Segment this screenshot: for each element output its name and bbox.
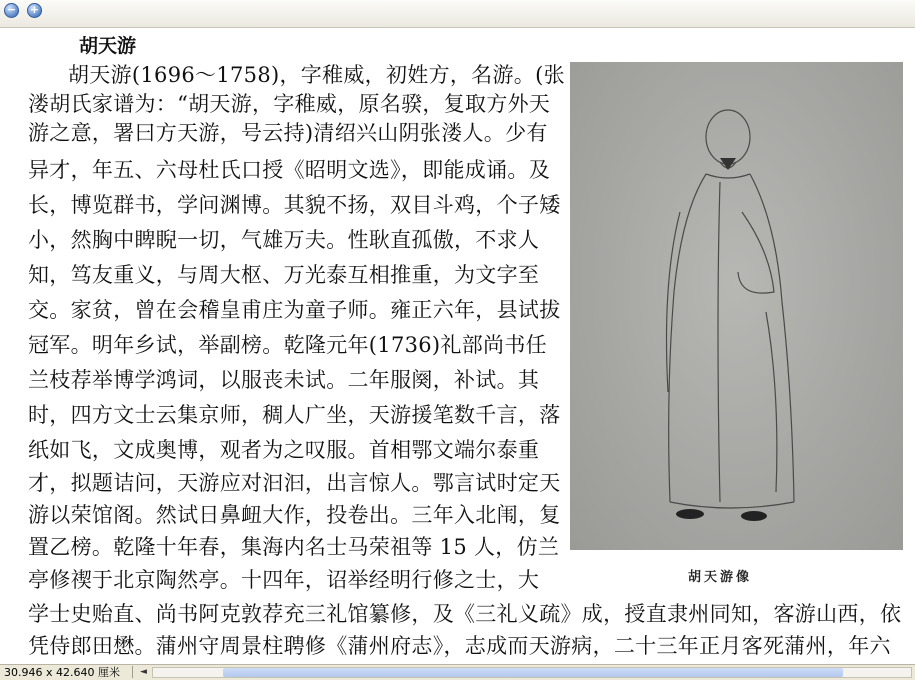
- plus-circle-icon: +: [29, 3, 40, 16]
- page-title: 胡天游: [79, 35, 137, 57]
- scroll-left-arrow-icon[interactable]: ◄: [140, 667, 147, 677]
- text-line: 知，笃友重义，与周大枢、万光泰互相推重，为文字至: [28, 263, 540, 287]
- text-line: 学士史贻直、尚书阿克敦荐充三礼馆纂修，及《三礼义疏》成，授直隶州同知，客游山西，依: [28, 602, 902, 626]
- minus-circle-icon: −: [6, 3, 17, 16]
- portrait-image: [570, 62, 903, 550]
- text-line: 异才，年五、六母杜氏口授《昭明文选》，即能成诵。及: [28, 158, 550, 182]
- status-bar: [0, 664, 915, 680]
- text-line: 凭侍郎田懋。蒲州守周景柱聘修《蒲州府志》，志成而天游病，二十三年正月客死蒲州，年六: [28, 634, 891, 658]
- text-line: 才，拟题诘问，天游应对汩汩，出言惊人。鄂言试时定天: [28, 471, 561, 495]
- scrollbar-thumb[interactable]: [223, 668, 843, 677]
- text-line: 亭修禊于北京陶然亭。十四年，诏举经明行修之士，大: [28, 568, 540, 592]
- text-line: 游之意，署曰方天游，号云持)清绍兴山阴张溇人。少有: [28, 121, 548, 145]
- portrait-figure-icon: [570, 62, 903, 550]
- zoom-out-button[interactable]: [4, 3, 19, 18]
- text-line: 交。家贫，曾在会稽皇甫庄为童子师。雍正六年，县试拔: [28, 298, 561, 322]
- text-line: 置乙榜。乾隆十年春，集海内名士马荣祖等 15 人，仿兰: [28, 535, 560, 559]
- text-line: 兰枝荐举博学鸿词，以服丧未试。二年服阕，补试。其: [28, 368, 540, 392]
- text-line: 溇胡氏家谱为：“胡天游，字稚威，原名骙，复取方外天: [28, 92, 551, 116]
- text-line: 时，四方文士云集京师，稠人广坐，天游援笔数千言，落: [28, 403, 561, 427]
- text-line: 胡天游(1696～1758)，字稚威，初姓方，名游。(张: [68, 63, 565, 87]
- text-line: 冠军。明年乡试，举副榜。乾隆元年(1736)礼部尚书任: [28, 333, 547, 357]
- text-line: 小，然胸中睥睨一切，气雄万夫。性耿直孤傲，不求人: [28, 228, 540, 252]
- status-divider: [132, 666, 133, 678]
- text-line: 游以荣馆阁。然试日鼻衄大作，投卷出。三年入北闱，复: [28, 503, 561, 527]
- portrait-caption: 胡天游像: [688, 570, 753, 585]
- zoom-in-button[interactable]: [27, 3, 42, 18]
- text-line: 长，博览群书，学问渊博。其貌不扬，双目斗鸡，个子矮: [28, 193, 561, 217]
- horizontal-scrollbar[interactable]: [152, 667, 912, 678]
- toolbar: [0, 0, 915, 28]
- page-size-readout: 30.946 x 42.640 厘米: [4, 666, 120, 679]
- document-page: [0, 28, 915, 664]
- text-line: 纸如飞，文成奥博，观者为之叹服。首相鄂文端尔泰重: [28, 438, 540, 462]
